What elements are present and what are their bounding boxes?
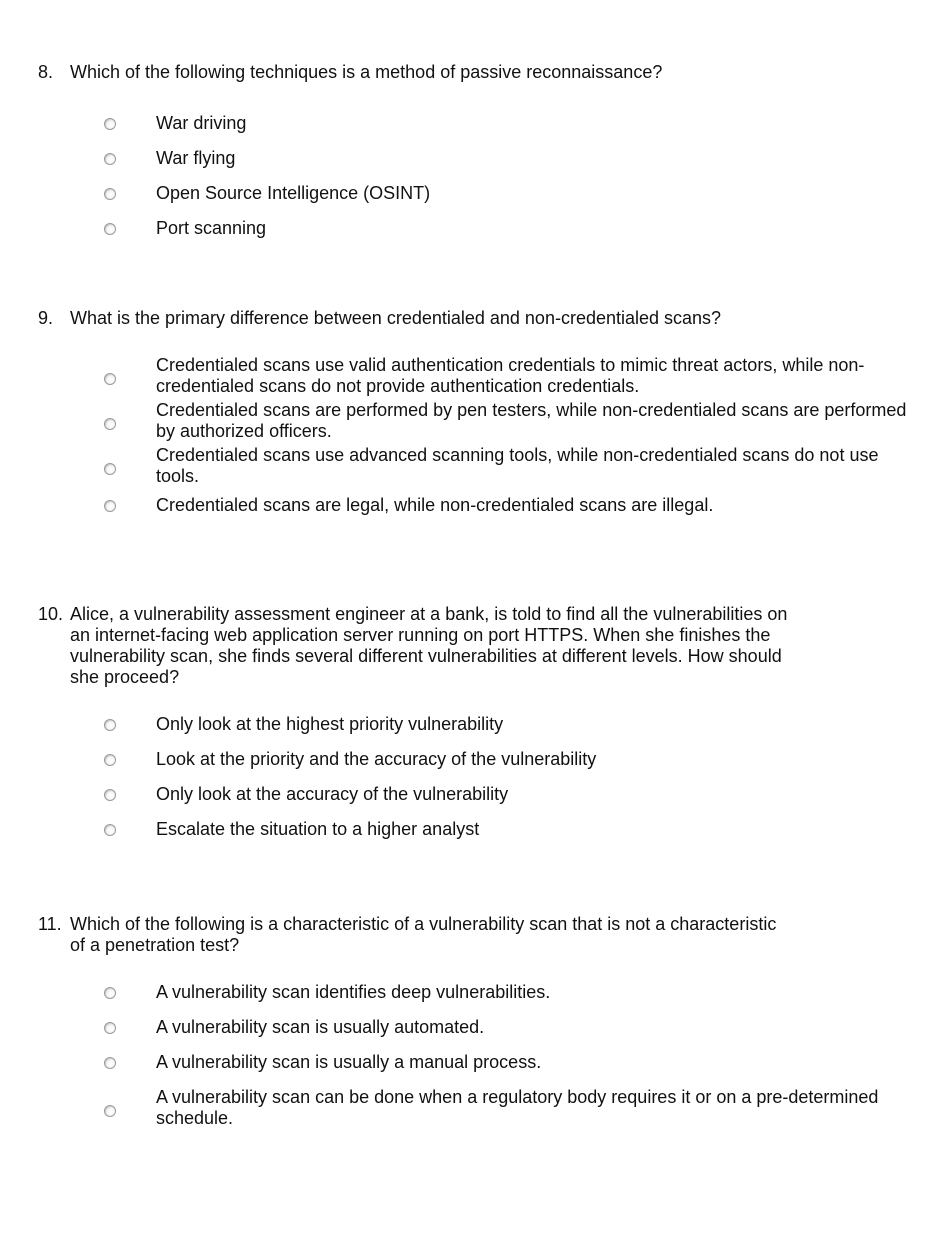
question-8 [38, 62, 918, 253]
question-text: Alice, a vulnerability assessment engineer at a bank, is told to find all the vulnerabilities on an internet-facing web application server running on port HTTPS. When she finishes the vulnerability scan, she finds several different vulnerabilities at different levels. How should she proceed? [70, 604, 788, 687]
answer-option[interactable] [104, 982, 918, 1003]
answer-option[interactable] [104, 400, 918, 442]
radio-button-icon[interactable] [104, 373, 116, 385]
radio-button-icon[interactable] [104, 418, 116, 430]
radio-button-icon[interactable] [104, 118, 116, 130]
answer-option-label: A vulnerability scan identifies deep vulnerabilities. [156, 982, 551, 1002]
answer-option-label: Only look at the accuracy of the vulnerability [156, 784, 509, 804]
answer-option-label: Port scanning [156, 218, 267, 238]
answer-option-label: Open Source Intelligence (OSINT) [156, 183, 431, 203]
answer-option-label: Look at the priority and the accuracy of the vulnerability [156, 749, 597, 769]
question-number: 9. [38, 308, 54, 328]
answer-option-label: A vulnerability scan is usually a manual process. [156, 1052, 542, 1072]
answer-option-label: Credentialed scans use valid authentication credentials to mimic threat actors, while non-credentialed scans do not provide authentication credentials. [156, 355, 865, 396]
radio-button-icon[interactable] [104, 719, 116, 731]
radio-button-icon[interactable] [104, 500, 116, 512]
answer-option[interactable] [104, 445, 918, 487]
answer-option[interactable] [104, 1017, 918, 1038]
question-10 [38, 604, 918, 854]
radio-button-icon[interactable] [104, 1057, 116, 1069]
question-11 [38, 914, 918, 1132]
radio-button-icon[interactable] [104, 463, 116, 475]
answer-option[interactable] [104, 1087, 918, 1129]
radio-button-icon[interactable] [104, 1105, 116, 1117]
answer-options [104, 714, 918, 840]
answer-option[interactable] [104, 148, 918, 169]
question-text: Which of the following is a characteristic of a vulnerability scan that is not a characteristic of a penetration test? [70, 914, 777, 955]
answer-options [104, 355, 918, 516]
radio-button-icon[interactable] [104, 824, 116, 836]
radio-button-icon[interactable] [104, 223, 116, 235]
question-header [38, 308, 918, 329]
answer-options [104, 113, 918, 239]
answer-option-label: War driving [156, 113, 247, 133]
answer-option[interactable] [104, 218, 918, 239]
answer-option-label: A vulnerability scan can be done when a regulatory body requires it or on a pre-determined schedule. [156, 1087, 879, 1128]
answer-option[interactable] [104, 355, 918, 397]
question-header [38, 914, 918, 956]
question-9 [38, 308, 918, 530]
radio-button-icon[interactable] [104, 789, 116, 801]
answer-option[interactable] [104, 495, 918, 516]
answer-option[interactable] [104, 714, 918, 735]
answer-option-label: A vulnerability scan is usually automated. [156, 1017, 485, 1037]
answer-option-label: Escalate the situation to a higher analyst [156, 819, 480, 839]
answer-option-label: Credentialed scans use advanced scanning tools, while non-credentialed scans do not use tools. [156, 445, 879, 486]
answer-option-label: Credentialed scans are legal, while non-credentialed scans are illegal. [156, 495, 714, 515]
answer-options [104, 982, 918, 1129]
answer-option[interactable] [104, 183, 918, 204]
answer-option[interactable] [104, 1052, 918, 1073]
answer-option[interactable] [104, 819, 918, 840]
answer-option-label: Credentialed scans are performed by pen testers, while non-credentialed scans are performed by authorized officers. [156, 400, 907, 441]
question-text: Which of the following techniques is a method of passive reconnaissance? [70, 62, 663, 82]
answer-option[interactable] [104, 784, 918, 805]
answer-option[interactable] [104, 749, 918, 770]
question-number: 10. [38, 604, 64, 624]
radio-button-icon[interactable] [104, 754, 116, 766]
answer-option-label: Only look at the highest priority vulnerability [156, 714, 504, 734]
question-number: 11. [38, 914, 62, 934]
question-header [38, 604, 918, 688]
question-number: 8. [38, 62, 54, 82]
radio-button-icon[interactable] [104, 188, 116, 200]
answer-option[interactable] [104, 113, 918, 134]
radio-button-icon[interactable] [104, 987, 116, 999]
answer-option-label: War flying [156, 148, 236, 168]
radio-button-icon[interactable] [104, 153, 116, 165]
question-header [38, 62, 918, 83]
question-text: What is the primary difference between credentialed and non-credentialed scans? [70, 308, 722, 328]
radio-button-icon[interactable] [104, 1022, 116, 1034]
